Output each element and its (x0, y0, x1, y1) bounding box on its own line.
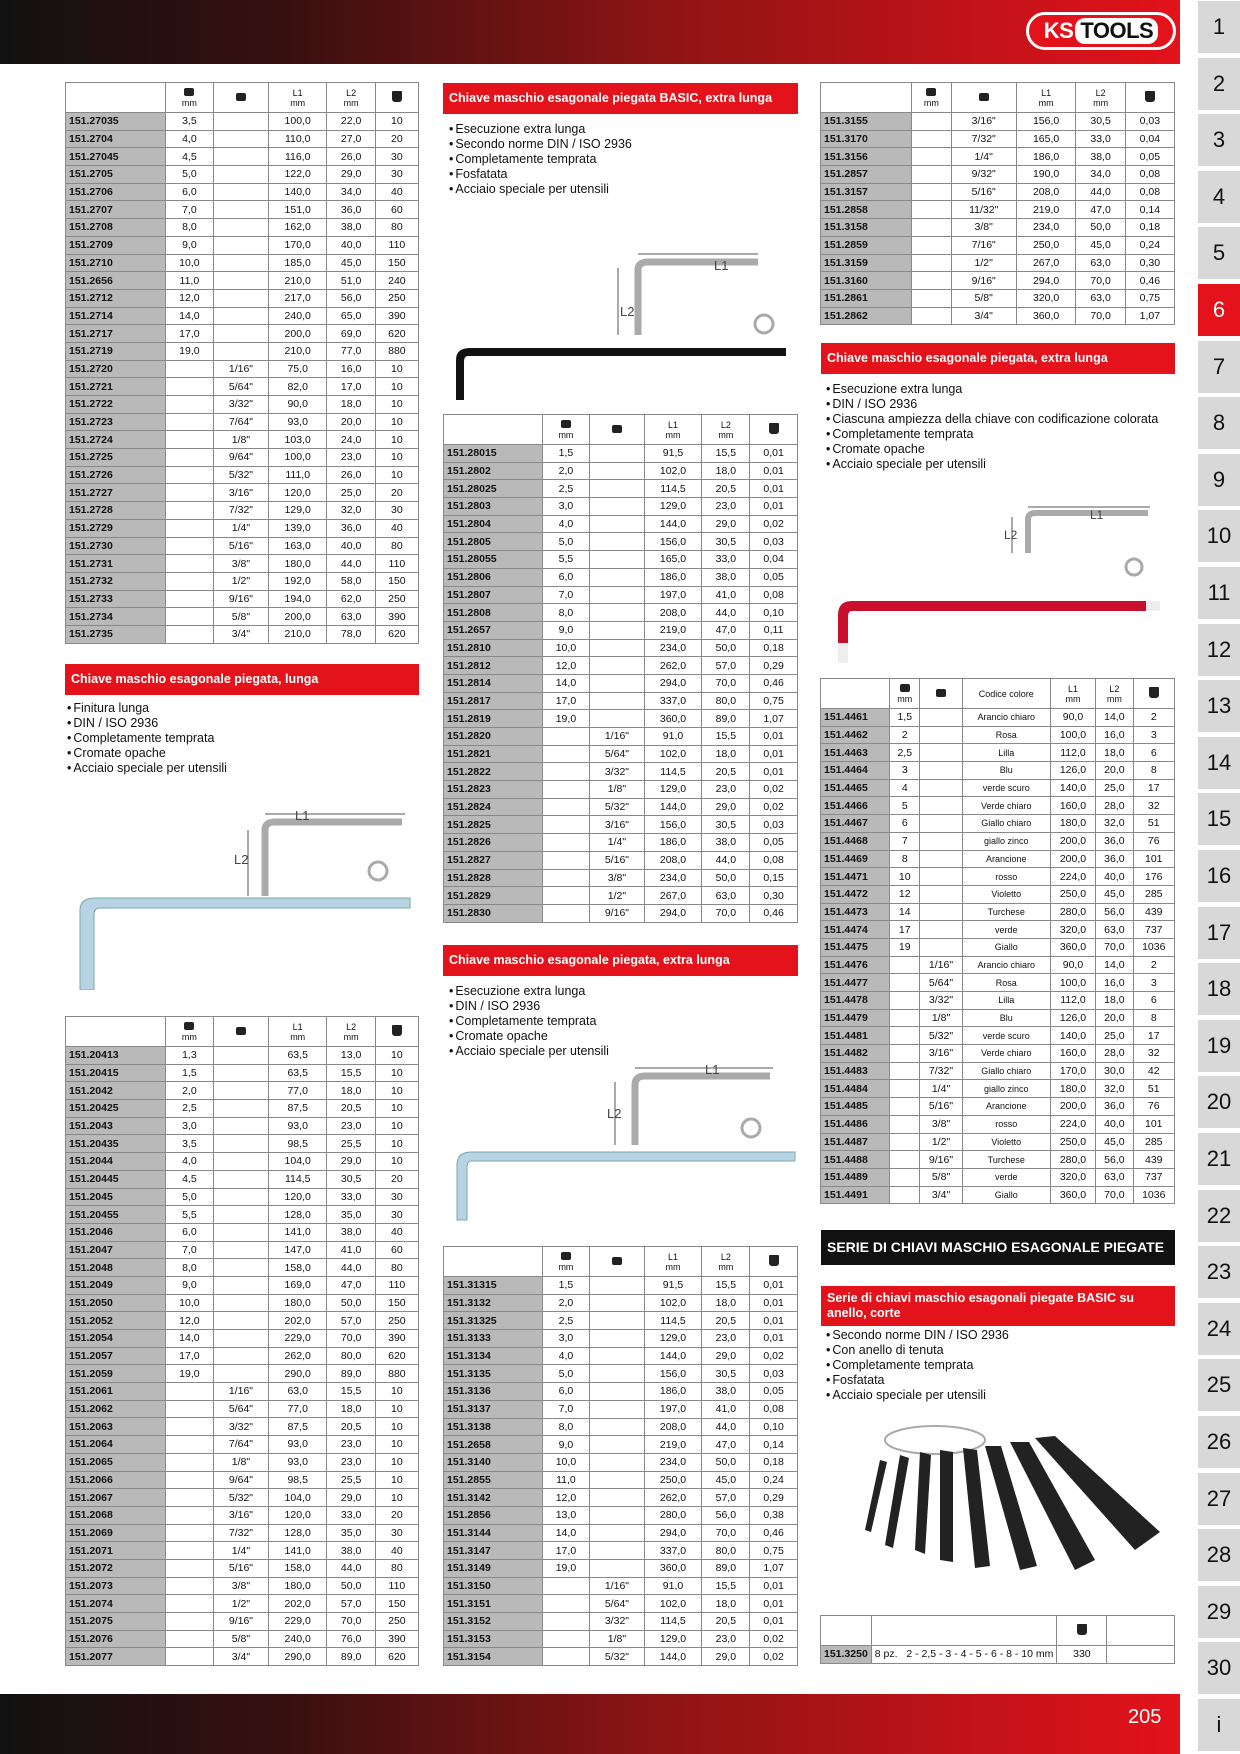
weight-icon (392, 1025, 402, 1036)
spec-table-extra-lunga-inch: mm L1 mm L2 mm 151.3155 3/16" 156,0 30,5 0,03 151.3170 7/32" 165,0 33,0 0,04 151.3156 1/4" 186,0 38,0 0,05 151.2857 9/32" 190,0 34,0 0,08 151.3157 5/16" 208,0 44,0 0,08 151.2858 11/32" 219,0 47,0 0,14 151.3158 3/8" 234,0 50,0 0,18 151.2859 7/16" 250,0 45,0 0,24 151.3159 1/2" 267,0 63,0 0,30 151.3160 9/16" 294,0 70,0 0,46 151.2861 5/8" 320,0 63,0 0,75 151.2862 3/4" 360,0 70,0 1,07 (820, 82, 1175, 325)
table-row: 151.2729 1/4" 139,0 36,0 40 (66, 519, 419, 537)
table-row: 151.2822 3/32" 114,5 20,5 0,01 (444, 763, 798, 781)
table-row: 151.28055 5,5 165,0 33,0 0,04 (444, 551, 798, 569)
hex-size-icon (184, 88, 194, 96)
table-row: 151.2067 5/32" 104,0 29,0 10 (66, 1489, 419, 1507)
chapter-tab-1[interactable]: 1 (1198, 1, 1240, 53)
table-row: 151.4483 7/32" Giallo chiaro 170,0 30,0 42 (821, 1062, 1175, 1080)
feature-item: • DIN / ISO 2936 (449, 999, 609, 1014)
table-row: 151.4485 5/16" Arancione 200,0 36,0 76 (821, 1098, 1175, 1116)
table-row: 151.2707 7,0 151,0 36,0 60 (66, 201, 419, 219)
table-row: 151.3159 1/2" 267,0 63,0 0,30 (821, 254, 1175, 272)
table-row: 151.4469 8 Arancione 200,0 36,0 101 (821, 850, 1175, 868)
table-row: 151.2826 1/4" 186,0 38,0 0,05 (444, 834, 798, 852)
chapter-tab-29[interactable]: 29 (1198, 1586, 1240, 1638)
chapter-tab-21[interactable]: 21 (1198, 1133, 1240, 1185)
chapter-tab-28[interactable]: 28 (1198, 1529, 1240, 1581)
table-row: 151.2061 1/16" 63,0 15,5 10 (66, 1383, 419, 1401)
table-row: 151.2734 5/8" 200,0 63,0 390 (66, 608, 419, 626)
feature-item: • DIN / ISO 2936 (826, 397, 1158, 412)
chapter-tab-19[interactable]: 19 (1198, 1020, 1240, 1072)
inch-size-icon (612, 1257, 622, 1265)
inch-size-icon (236, 93, 246, 101)
table-row: 151.2069 7/32" 128,0 35,0 30 (66, 1524, 419, 1542)
table-row: 151.2802 2,0 102,0 18,0 0,01 (444, 462, 798, 480)
table-row: 151.2862 3/4" 360,0 70,0 1,07 (821, 307, 1175, 325)
table-row: 151.27035 3,5 100,0 22,0 10 (66, 113, 419, 131)
table-row: 151.2710 10,0 185,0 45,0 150 (66, 254, 419, 272)
table-row: 151.2819 19,0 360,0 89,0 1,07 (444, 710, 798, 728)
table-row: 151.3137 7,0 197,0 41,0 0,08 (444, 1400, 798, 1418)
table-row: 151.3170 7/32" 165,0 33,0 0,04 (821, 130, 1175, 148)
table-row: 151.2730 5/16" 163,0 40,0 80 (66, 537, 419, 555)
table-row: 151.3150 1/16" 91,0 15,5 0,01 (444, 1577, 798, 1595)
chapter-tab-22[interactable]: 22 (1198, 1190, 1240, 1242)
table-row: 151.2808 8,0 208,0 44,0 0,10 (444, 604, 798, 622)
table-row: 151.3160 9/16" 294,0 70,0 0,46 (821, 272, 1175, 290)
table-row: 151.2824 5/32" 144,0 29,0 0,02 (444, 798, 798, 816)
table-row: 151.20425 2,5 87,5 20,5 10 (66, 1100, 419, 1118)
feature-item: • Ciascuna ampiezza della chiave con codificazione colorata (826, 412, 1158, 427)
table-row: 151.2050 10,0 180,0 50,0 150 (66, 1294, 419, 1312)
table-row: 151.2072 5/16" 158,0 44,0 80 (66, 1559, 419, 1577)
feature-item: • Esecuzione extra lunga (449, 122, 632, 137)
table-row: 151.2859 7/16" 250,0 45,0 0,24 (821, 236, 1175, 254)
dimension-l2-label: L2 (1004, 528, 1018, 542)
table-row: 151.2714 14,0 240,0 65,0 390 (66, 307, 419, 325)
chapter-tab-27[interactable]: 27 (1198, 1473, 1240, 1525)
chapter-tab-20[interactable]: 20 (1198, 1076, 1240, 1128)
table-row: 151.2820 1/16" 91,0 15,5 0,01 (444, 728, 798, 746)
table-row: 151.4478 3/32" Lilla 112,0 18,0 6 (821, 992, 1175, 1010)
table-row: 151.20445 4,5 114,5 30,5 20 (66, 1170, 419, 1188)
feature-item: • Con anello di tenuta (826, 1343, 1009, 1358)
table-row: 151.20413 1,3 63,5 13,0 10 (66, 1047, 419, 1065)
table-row: 151.4489 5/8" verde 320,0 63,0 737 (821, 1168, 1175, 1186)
feature-item: • Cromate opache (826, 442, 1158, 457)
table-row: 151.4471 10 rosso 224,0 40,0 176 (821, 868, 1175, 886)
table-row: 151.4468 7 giallo zinco 200,0 36,0 76 (821, 832, 1175, 850)
table-row: 151.20415 1,5 63,5 15,5 10 (66, 1064, 419, 1082)
hex-key-set-on-ring-image (845, 1420, 1175, 1600)
chapter-tab-4[interactable]: 4 (1198, 171, 1240, 223)
dimension-l2-label: L2 (234, 852, 249, 867)
table-row: 151.2858 11/32" 219,0 47,0 0,14 (821, 201, 1175, 219)
hex-key-light-blue-long-image (455, 1060, 798, 1225)
table-row: 151.2812 12,0 262,0 57,0 0,29 (444, 657, 798, 675)
weight-icon (1149, 687, 1159, 698)
feature-list-colorata (826, 382, 1158, 472)
header-banner (0, 0, 1180, 64)
hex-size-icon (926, 88, 936, 96)
inch-size-icon (236, 1027, 246, 1035)
chapter-tab-25[interactable]: 25 (1198, 1359, 1240, 1411)
table-row: 151.3135 5,0 156,0 30,5 0,03 (444, 1365, 798, 1383)
table-row: 151.27045 4,5 116,0 26,0 30 (66, 148, 419, 166)
table-row: 151.2049 9,0 169,0 47,0 110 (66, 1276, 419, 1294)
feature-item: • Completamente temprata (826, 1358, 1009, 1373)
page-number: 205 (1128, 1706, 1162, 1728)
table-row: 151.3153 1/8" 129,0 23,0 0,02 (444, 1630, 798, 1648)
table-row: 151.2656 11,0 210,0 51,0 240 (66, 272, 419, 290)
chapter-tab-9[interactable]: 9 (1198, 454, 1240, 506)
feature-list-lunga (67, 701, 227, 776)
chapter-tab-8[interactable]: 8 (1198, 397, 1240, 449)
feature-item: • Completamente temprata (449, 152, 632, 167)
table-row: 151.4479 1/8" Blu 126,0 20,0 8 (821, 1009, 1175, 1027)
table-row: 151.2045 5,0 120,0 33,0 30 (66, 1188, 419, 1206)
table-row: 151.4476 1/16" Arancio chiaro 90,0 14,0 2 (821, 956, 1175, 974)
table-row: 151.2062 5/64" 77,0 18,0 10 (66, 1400, 419, 1418)
table-row: 151.3147 17,0 337,0 80,0 0,75 (444, 1542, 798, 1560)
table-row: 151.2725 9/64" 100,0 23,0 10 (66, 449, 419, 467)
table-row: 151.4482 3/16" Verde chiaro 160,0 28,0 32 (821, 1045, 1175, 1063)
table-row: 151.2657 9,0 219,0 47,0 0,11 (444, 621, 798, 639)
table-row: 151.3158 3/8" 234,0 50,0 0,18 (821, 219, 1175, 237)
table-row: 151.4472 12 Violetto 250,0 45,0 285 (821, 885, 1175, 903)
dimension-l1-label: L1 (705, 1062, 720, 1077)
table-row: 151.2827 5/16" 208,0 44,0 0,08 (444, 851, 798, 869)
dimension-l1-label: L1 (1090, 508, 1104, 522)
table-row: 151.2720 1/16" 75,0 16,0 10 (66, 360, 419, 378)
table-row: 151.3136 6,0 186,0 38,0 0,05 (444, 1383, 798, 1401)
spec-table-lunga-opache: mm L1 mm L2 mm 151.20413 1,3 63,5 13,0 10 151.20415 1,5 63,5 15,5 10 151.2042 2,0 77,0 18,0 10 151.20425 2,5 87,5 20,5 10 151.2043 3,0 93,0 23,0 10 151.20435 3,5 98,5 25,5 10 151.2044 4,0 104,0 29,0 10 151.20445 4,5 114,5 30,5 20 151.2045 5,0 120,0 33,0 30 151.20455 5,5 128,0 35,0 30 151.2046 6,0 141,0 38,0 40 151.2047 7,0 147,0 41,0 60 151.2048 8,0 158,0 44,0 80 151.2049 9,0 169,0 47,0 110 151.2050 10,0 180,0 50,0 150 151.2052 12,0 202,0 57,0 250 151.2054 14,0 229,0 70,0 390 151.2057 17,0 262,0 80,0 620 151.2059 19,0 290,0 89,0 880 151.2061 1/16" 63,0 15,5 10 151.2062 5/64" 77,0 18,0 10 151.2063 3/32" 87,5 20,5 10 151.2064 7/64" 93,0 23,0 10 151.2065 1/8" 93,0 23,0 10 151.2066 9/64" 98,5 25,5 10 151.2067 5/32" 104,0 29,0 10 151.2068 3/16" 120,0 33,0 20 151.2069 7/32" 128,0 35,0 30 151.2071 1/4" 141,0 38,0 40 151.2072 5/16" 158,0 44,0 80 151.2073 3/8" 180,0 50,0 110 151.2074 1/2" 202,0 57,0 150 151.2075 9/16" 229,0 70,0 250 151.2076 5/8" 240,0 76,0 390 151.2077 3/4" 290,0 89,0 620 (65, 1016, 419, 1666)
table-row: 151.4491 3/4" Giallo 360,0 70,0 1036 (821, 1186, 1175, 1204)
inch-size-icon (936, 689, 946, 697)
table-row: 151.2861 5/8" 320,0 63,0 0,75 (821, 289, 1175, 307)
table-row: 151.2731 3/8" 180,0 44,0 110 (66, 555, 419, 573)
table-row: 151.2704 4,0 110,0 27,0 20 (66, 130, 419, 148)
table-row: 151.2857 9/32" 190,0 34,0 0,08 (821, 166, 1175, 184)
table-row: 151.2817 17,0 337,0 80,0 0,75 (444, 692, 798, 710)
chapter-tab-26[interactable]: 26 (1198, 1416, 1240, 1468)
table-row: 151.2823 1/8" 129,0 23,0 0,02 (444, 781, 798, 799)
table-row: 151.3154 5/32" 144,0 29,0 0,02 (444, 1648, 798, 1666)
table-row: 151.2855 11,0 250,0 45,0 0,24 (444, 1471, 798, 1489)
ks-tools-logo: KS TOOLS (1026, 12, 1176, 50)
feature-item: • Cromate opache (449, 1029, 609, 1044)
table-row: 151.2057 17,0 262,0 80,0 620 (66, 1347, 419, 1365)
table-row: 151.2717 17,0 200,0 69,0 620 (66, 325, 419, 343)
chapter-tab-11[interactable]: 11 (1198, 567, 1240, 619)
table-row: 151.3156 1/4" 186,0 38,0 0,05 (821, 148, 1175, 166)
table-row: 151.2708 8,0 162,0 38,0 80 (66, 219, 419, 237)
table-row: 151.4465 4 verde scuro 140,0 25,0 17 (821, 779, 1175, 797)
table-row: 151.2829 1/2" 267,0 63,0 0,30 (444, 887, 798, 905)
spec-table-basic: mm L1 mm L2 mm 151.28015 1,5 91,5 15,5 0,01 151.2802 2,0 102,0 18,0 0,01 151.28025 2,5 114,5 20,5 0,01 151.2803 3,0 129,0 23,0 0,01 151.2804 4,0 144,0 29,0 0,02 151.2805 5,0 156,0 30,5 0,03 151.28055 5,5 165,0 33,0 0,04 151.2806 6,0 186,0 38,0 0,05 151.2807 7,0 197,0 41,0 0,08 151.2808 8,0 208,0 44,0 0,10 151.2657 9,0 219,0 47,0 0,11 151.2810 10,0 234,0 50,0 0,18 151.2812 12,0 262,0 57,0 0,29 151.2814 14,0 294,0 70,0 0,46 151.2817 17,0 337,0 80,0 0,75 151.2819 19,0 360,0 89,0 1,07 151.2820 1/16" 91,0 15,5 0,01 151.2821 5/64" 102,0 18,0 0,01 151.2822 3/32" 114,5 20,5 0,01 151.2823 1/8" 129,0 23,0 0,02 151.2824 5/32" 144,0 29,0 0,02 151.2825 3/16" 156,0 30,5 0,03 151.2826 1/4" 186,0 38,0 0,05 151.2827 5/16" 208,0 44,0 0,08 151.2828 3/8" 234,0 50,0 0,15 151.2829 1/2" 267,0 63,0 0,30 151.2830 9/16" 294,0 70,0 0,46 (443, 414, 798, 923)
spec-table-serie (820, 1615, 1175, 1664)
feature-item: • Finitura lunga (67, 701, 227, 716)
table-row: 151.2830 9/16" 294,0 70,0 0,46 (444, 904, 798, 922)
table-row: 151.3250 8 pz. 2 - 2,5 - 3 - 4 - 5 - 6 - 8 - 10 mm 330 (821, 1646, 1175, 1664)
feature-item: • Acciaio speciale per utensili (67, 761, 227, 776)
hex-size-icon (900, 684, 910, 692)
feature-item: • Cromate opache (67, 746, 227, 761)
spec-table-lunga-chrome: mm L1 mm L2 mm 151.27035 3,5 100,0 22,0 10 151.2704 4,0 110,0 27,0 20 151.27045 4,5 116,0 26,0 30 151.2705 5,0 122,0 29,0 30 151.2706 6,0 140,0 34,0 40 151.2707 7,0 151,0 36,0 60 151.2708 8,0 162,0 38,0 80 151.2709 9,0 170,0 40,0 110 151.2710 10,0 185,0 45,0 150 151.2656 11,0 210,0 51,0 240 151.2712 12,0 217,0 56,0 250 151.2714 14,0 240,0 65,0 390 151.2717 17,0 200,0 69,0 620 151.2719 19,0 210,0 77,0 880 151.2720 1/16" 75,0 16,0 10 151.2721 5/64" 82,0 17,0 10 151.2722 3/32" 90,0 18,0 10 151.2723 7/64" 93,0 20,0 10 151.2724 1/8" 103,0 24,0 10 151.2725 9/64" 100,0 23,0 10 151.2726 5/32" 111,0 26,0 10 151.2727 3/16" 120,0 25,0 20 151.2728 7/32" 129,0 32,0 30 151.2729 1/4" 139,0 36,0 40 151.2730 5/16" 163,0 40,0 80 151.2731 3/8" 180,0 44,0 110 151.2732 1/2" 192,0 58,0 150 151.2733 9/16" 194,0 62,0 250 151.2734 5/8" 200,0 63,0 390 151.2735 3/4" 210,0 78,0 620 (65, 82, 419, 644)
table-row: 151.2074 1/2" 202,0 57,0 150 (66, 1595, 419, 1613)
table-row: 151.28015 1,5 91,5 15,5 0,01 (444, 445, 798, 463)
dimension-l2-label: L2 (620, 304, 635, 319)
table-row: 151.2735 3/4" 210,0 78,0 620 (66, 625, 419, 643)
hex-key-red-image (828, 505, 1173, 665)
table-row: 151.3138 8,0 208,0 44,0 0,10 (444, 1418, 798, 1436)
feature-item: • Esecuzione extra lunga (449, 984, 609, 999)
table-row: 151.3151 5/64" 102,0 18,0 0,01 (444, 1595, 798, 1613)
chapter-index (1198, 0, 1240, 1754)
table-row: 151.4477 5/64" Rosa 100,0 16,0 3 (821, 974, 1175, 992)
table-row: 151.31315 1,5 91,5 15,5 0,01 (444, 1277, 798, 1295)
table-row: 151.2728 7/32" 129,0 32,0 30 (66, 502, 419, 520)
table-row: 151.3155 3/16" 156,0 30,5 0,03 (821, 113, 1175, 131)
table-row: 151.31325 2,5 114,5 20,5 0,01 (444, 1312, 798, 1330)
table-row: 151.3142 12,0 262,0 57,0 0,29 (444, 1489, 798, 1507)
table-row: 151.2054 14,0 229,0 70,0 390 (66, 1330, 419, 1348)
feature-item: • Esecuzione extra lunga (826, 382, 1158, 397)
table-row: 151.2658 9,0 219,0 47,0 0,14 (444, 1436, 798, 1454)
section-title-serie: Serie di chiavi maschio esagonali piegate BASIC su anello, corte (821, 1286, 1175, 1326)
chapter-tab-6[interactable]: 6 (1198, 284, 1240, 336)
chapter-tab-5[interactable]: 5 (1198, 227, 1240, 279)
feature-item: • Fosfatata (449, 167, 632, 182)
table-row: 151.4484 1/4" giallo zinco 180,0 32,0 51 (821, 1080, 1175, 1098)
weight-icon (392, 91, 402, 102)
hex-size-icon (184, 1022, 194, 1030)
section-title-extra-lunga: Chiave maschio esagonale piegata, extra lunga (443, 945, 798, 976)
chapter-tab-24[interactable]: 24 (1198, 1303, 1240, 1355)
table-row: 151.2712 12,0 217,0 56,0 250 (66, 289, 419, 307)
table-row: 151.3134 4,0 144,0 29,0 0,02 (444, 1347, 798, 1365)
table-row: 151.2047 7,0 147,0 41,0 60 (66, 1241, 419, 1259)
table-row: 151.3133 3,0 129,0 23,0 0,01 (444, 1330, 798, 1348)
section-title-colorata: Chiave maschio esagonale piegata, extra lunga (821, 343, 1175, 374)
chapter-tab-7[interactable]: 7 (1198, 341, 1240, 393)
table-row: 151.2043 3,0 93,0 23,0 10 (66, 1117, 419, 1135)
feature-item: • Fosfatata (826, 1373, 1009, 1388)
table-row: 151.28025 2,5 114,5 20,5 0,01 (444, 480, 798, 498)
table-row: 151.4481 5/32" verde scuro 140,0 25,0 17 (821, 1027, 1175, 1045)
table-row: 151.2042 2,0 77,0 18,0 10 (66, 1082, 419, 1100)
hex-size-icon (561, 420, 571, 428)
spec-table-extra-lunga-opache: mm L1 mm L2 mm 151.31315 1,5 91,5 15,5 0,01 151.3132 2,0 102,0 18,0 0,01 151.31325 2,5 114,5 20,5 0,01 151.3133 3,0 129,0 23,0 0,01 151.3134 4,0 144,0 29,0 0,02 151.3135 5,0 156,0 30,5 0,03 151.3136 6,0 186,0 38,0 0,05 151.3137 7,0 197,0 41,0 0,08 151.3138 8,0 208,0 44,0 0,10 151.2658 9,0 219,0 47,0 0,14 151.3140 10,0 234,0 50,0 0,18 151.2855 11,0 250,0 45,0 0,24 151.3142 12,0 262,0 57,0 0,29 151.2856 13,0 280,0 56,0 0,38 151.3144 14,0 294,0 70,0 0,46 151.3147 17,0 337,0 80,0 0,75 151.3149 19,0 360,0 89,0 1,07 151.3150 1/16" 91,0 15,5 0,01 151.3151 5/64" 102,0 18,0 0,01 151.3152 3/32" 114,5 20,5 0,01 151.3153 1/8" 129,0 23,0 0,02 151.3154 5/32" 144,0 29,0 0,02 (443, 1246, 798, 1666)
feature-item: • Completamente temprata (67, 731, 227, 746)
table-row: 151.4488 9/16" Turchese 280,0 56,0 439 (821, 1151, 1175, 1169)
table-row: 151.2066 9/64" 98,5 25,5 10 (66, 1471, 419, 1489)
table-row: 151.2076 5/8" 240,0 76,0 390 (66, 1630, 419, 1648)
table-row: 151.4463 2,5 Lilla 112,0 18,0 6 (821, 744, 1175, 762)
inch-size-icon (979, 93, 989, 101)
table-row: 151.2732 1/2" 192,0 58,0 150 (66, 572, 419, 590)
table-row: 151.2706 6,0 140,0 34,0 40 (66, 183, 419, 201)
table-row: 151.4486 3/8" rosso 224,0 40,0 101 (821, 1115, 1175, 1133)
inch-size-icon (612, 425, 622, 433)
section-heading-serie: SERIE DI CHIAVI MASCHIO ESAGONALE PIEGATE (821, 1230, 1175, 1265)
feature-item: • Secondo norme DIN / ISO 2936 (826, 1328, 1009, 1343)
table-row: 151.4474 17 verde 320,0 63,0 737 (821, 921, 1175, 939)
table-row: 151.2733 9/16" 194,0 62,0 250 (66, 590, 419, 608)
section-title-lunga: Chiave maschio esagonale piegata, lunga (65, 664, 419, 695)
chapter-tab-18[interactable]: 18 (1198, 963, 1240, 1015)
weight-icon (1077, 1624, 1087, 1635)
dimension-l2-label: L2 (607, 1106, 622, 1121)
table-row: 151.2705 5,0 122,0 29,0 30 (66, 166, 419, 184)
table-row: 151.4467 6 Giallo chiaro 180,0 32,0 51 (821, 815, 1175, 833)
weight-icon (1145, 91, 1155, 102)
table-row: 151.2071 1/4" 141,0 38,0 40 (66, 1542, 419, 1560)
table-row: 151.2803 3,0 129,0 23,0 0,01 (444, 498, 798, 516)
table-row: 151.2805 5,0 156,0 30,5 0,03 (444, 533, 798, 551)
table-row: 151.4487 1/2" Violetto 250,0 45,0 285 (821, 1133, 1175, 1151)
spec-table-colorata: mm Codice colore L1 mm L2 mm 151.4461 1,5 Arancio chiaro 90,0 14,0 2 151.4462 2 Rosa 100,0 16,0 3 151.4463 2,5 Lilla 112,0 18,0 6 151.4464 3 Blu 126,0 20,0 8 151.4465 4 verde scuro 140,0 25,0 17 151.4466 5 Verde chiaro 160,0 28,0 32 151.4467 6 Giallo chiaro 180,0 32,0 51 151.4468 7 giallo zinco 200,0 36,0 76 151.4469 8 Arancione 200,0 36,0 101 151.4471 10 rosso 224,0 40,0 176 151.4472 12 Violetto 250,0 45,0 285 151.4473 14 Turchese 280,0 56,0 439 151.4474 17 verde 320,0 63,0 737 151.4475 19 Giallo 360,0 70,0 1036 151.4476 1/16" Arancio chiaro 90,0 14,0 2 151.4477 5/64" Rosa 100,0 16,0 3 151.4478 3/32" Lilla 112,0 18,0 6 151.4479 1/8" Blu 126,0 20,0 8 151.4481 5/32" verde scuro 140,0 25,0 17 151.4482 3/16" Verde chiaro 160,0 28,0 32 151.4483 7/32" Giallo chiaro 170,0 30,0 42 151.4484 1/4" giallo zinco 180,0 32,0 51 151.4485 5/16" Arancione 200,0 36,0 76 151.4486 3/8" rosso 224,0 40,0 101 151.4487 1/2" Violetto 250,0 45,0 285 151.4488 9/16" Turchese 280,0 56,0 439 151.4489 5/8" verde 320,0 63,0 737 151.4491 3/4" Giallo 360,0 70,0 1036 (820, 678, 1175, 1204)
table-row: 151.2068 3/16" 120,0 33,0 20 (66, 1506, 419, 1524)
table-row: 151.2065 1/8" 93,0 23,0 10 (66, 1453, 419, 1471)
feature-item: • DIN / ISO 2936 (67, 716, 227, 731)
table-row: 151.3149 19,0 360,0 89,0 1,07 (444, 1560, 798, 1578)
table-row: 151.2048 8,0 158,0 44,0 80 (66, 1259, 419, 1277)
chapter-tab-13[interactable]: 13 (1198, 680, 1240, 732)
table-row: 151.4466 5 Verde chiaro 160,0 28,0 32 (821, 797, 1175, 815)
table-row: 151.4462 2 Rosa 100,0 16,0 3 (821, 726, 1175, 744)
dimension-l1-label: L1 (295, 808, 310, 823)
weight-icon (769, 423, 779, 434)
table-row: 151.4473 14 Turchese 280,0 56,0 439 (821, 903, 1175, 921)
table-row: 151.2719 19,0 210,0 77,0 880 (66, 342, 419, 360)
table-row: 151.20455 5,5 128,0 35,0 30 (66, 1206, 419, 1224)
chapter-tab-10[interactable]: 10 (1198, 510, 1240, 562)
table-row: 151.2727 3/16" 120,0 25,0 20 (66, 484, 419, 502)
feature-item: • Completamente temprata (826, 427, 1158, 442)
dimension-l1-label: L1 (714, 258, 729, 273)
feature-item: • Secondo norme DIN / ISO 2936 (449, 137, 632, 152)
table-row: 151.4461 1,5 Arancio chiaro 90,0 14,0 2 (821, 709, 1175, 727)
feature-item: • Acciaio speciale per utensili (826, 457, 1158, 472)
table-row: 151.2856 13,0 280,0 56,0 0,38 (444, 1506, 798, 1524)
table-row: 151.2828 3/8" 234,0 50,0 0,15 (444, 869, 798, 887)
chapter-tab-2[interactable]: 2 (1198, 58, 1240, 110)
chapter-tab-16[interactable]: 16 (1198, 850, 1240, 902)
chapter-tab-30[interactable]: 30 (1198, 1642, 1240, 1694)
chapter-tab-i[interactable]: i (1198, 1699, 1240, 1751)
table-row: 151.2064 7/64" 93,0 23,0 10 (66, 1436, 419, 1454)
table-row: 151.3140 10,0 234,0 50,0 0,18 (444, 1453, 798, 1471)
table-row: 151.2723 7/64" 93,0 20,0 10 (66, 413, 419, 431)
chapter-tab-17[interactable]: 17 (1198, 907, 1240, 959)
feature-item: • Acciaio speciale per utensili (826, 1388, 1009, 1403)
table-row: 151.2059 19,0 290,0 89,0 880 (66, 1365, 419, 1383)
table-row: 151.2722 3/32" 90,0 18,0 10 (66, 396, 419, 414)
table-row: 151.2709 9,0 170,0 40,0 110 (66, 236, 419, 254)
feature-list-extra-lunga (449, 984, 609, 1059)
dimension-diagram-lunga (230, 808, 410, 903)
table-row: 151.20435 3,5 98,5 25,5 10 (66, 1135, 419, 1153)
feature-list-basic (449, 122, 632, 197)
table-row: 151.2724 1/8" 103,0 24,0 10 (66, 431, 419, 449)
table-row: 151.2063 3/32" 87,5 20,5 10 (66, 1418, 419, 1436)
feature-item: • Acciaio speciale per utensili (449, 182, 632, 197)
footer-banner (0, 1694, 1180, 1754)
table-row: 151.3152 3/32" 114,5 20,5 0,01 (444, 1613, 798, 1631)
feature-item: • Acciaio speciale per utensili (449, 1044, 609, 1059)
chapter-tab-3[interactable]: 3 (1198, 114, 1240, 166)
table-row: 151.2825 3/16" 156,0 30,5 0,03 (444, 816, 798, 834)
section-title-basic: Chiave maschio esagonale piegata BASIC, extra lunga (443, 83, 798, 114)
feature-item: • Completamente temprata (449, 1014, 609, 1029)
table-row: 151.2726 5/32" 111,0 26,0 10 (66, 466, 419, 484)
table-row: 151.2077 3/4" 290,0 89,0 620 (66, 1648, 419, 1666)
table-row: 151.2806 6,0 186,0 38,0 0,05 (444, 568, 798, 586)
table-row: 151.2052 12,0 202,0 57,0 250 (66, 1312, 419, 1330)
chapter-tab-12[interactable]: 12 (1198, 624, 1240, 676)
table-row: 151.2810 10,0 234,0 50,0 0,18 (444, 639, 798, 657)
table-row: 151.2046 6,0 141,0 38,0 40 (66, 1223, 419, 1241)
table-row: 151.3157 5/16" 208,0 44,0 0,08 (821, 183, 1175, 201)
table-row: 151.2821 5/64" 102,0 18,0 0,01 (444, 745, 798, 763)
table-row: 151.2073 3/8" 180,0 50,0 110 (66, 1577, 419, 1595)
chapter-tab-23[interactable]: 23 (1198, 1246, 1240, 1298)
table-row: 151.3132 2,0 102,0 18,0 0,01 (444, 1294, 798, 1312)
table-row: 151.2721 5/64" 82,0 17,0 10 (66, 378, 419, 396)
chapter-tab-15[interactable]: 15 (1198, 793, 1240, 845)
feature-list-serie (826, 1328, 1009, 1403)
hex-key-black-image (448, 250, 798, 405)
table-row: 151.2807 7,0 197,0 41,0 0,08 (444, 586, 798, 604)
weight-icon (769, 1255, 779, 1266)
table-row: 151.2075 9/16" 229,0 70,0 250 (66, 1613, 419, 1631)
table-row: 151.4475 19 Giallo 360,0 70,0 1036 (821, 938, 1175, 956)
table-row: 151.2804 4,0 144,0 29,0 0,02 (444, 515, 798, 533)
table-row: 151.4464 3 Blu 126,0 20,0 8 (821, 762, 1175, 780)
table-row: 151.2814 14,0 294,0 70,0 0,46 (444, 674, 798, 692)
hex-size-icon (561, 1252, 571, 1260)
chapter-tab-14[interactable]: 14 (1198, 737, 1240, 789)
table-row: 151.3144 14,0 294,0 70,0 0,46 (444, 1524, 798, 1542)
table-row: 151.2044 4,0 104,0 29,0 10 (66, 1153, 419, 1171)
